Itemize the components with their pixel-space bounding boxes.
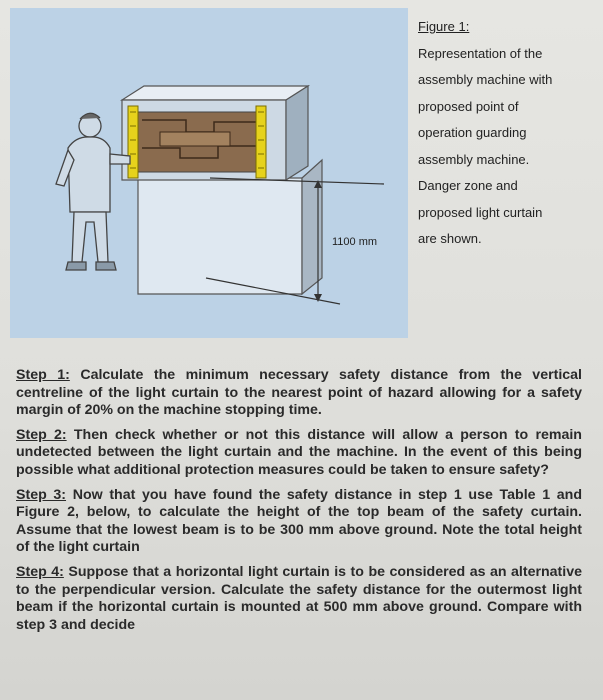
caption-line: Danger zone and xyxy=(418,178,518,193)
step-4 xyxy=(16,564,582,634)
dimension-label: 1100 mm xyxy=(332,236,378,248)
steps-list xyxy=(16,367,582,634)
light-curtain-right xyxy=(256,106,266,178)
step-text: Calculate the minimum necessary safety distance from the vertical centreline of the light curtain to the nearest point of hazard allowing for a safety margin of 20% on the machine stopping time. xyxy=(16,367,583,419)
step-label: Step 3: xyxy=(16,486,67,503)
caption-line: proposed point of xyxy=(418,98,519,114)
step-3 xyxy=(16,487,582,557)
figure-caption xyxy=(418,14,598,253)
caption-line: assembly machine with xyxy=(418,72,553,87)
step-text: Now that you have found the safety distance in step 1 use Table 1 and Figure 2, below, to calculate the height of the top beam of the safety curtain. Assume that the lowest beam is to be 300 mm above ground. Note the total height of the light curtain xyxy=(16,486,582,556)
light-curtain-left xyxy=(128,106,138,178)
step-label: Step 1: xyxy=(16,367,70,383)
machine-base xyxy=(138,178,302,294)
caption-line: operation guarding xyxy=(418,125,527,140)
step-text: Suppose that a horizontal light curtain is to be considered as an alternative to the perpendicular version. Calculate the safety distance for the outermost light beam if the horizontal curtain is mounted at 500 mm above ground. Compare with step 3 and decide xyxy=(16,563,583,633)
step-label: Step 2: xyxy=(16,426,67,443)
figure-illustration xyxy=(10,8,408,338)
figure-title: Figure 1: xyxy=(418,19,470,34)
caption-line: are shown. xyxy=(418,231,482,246)
machine-top xyxy=(122,86,308,100)
machine-base-side xyxy=(302,160,322,294)
caption-line: proposed light curtain xyxy=(418,204,543,220)
step-1 xyxy=(16,367,582,420)
caption-line: Representation of the xyxy=(418,45,543,61)
step-label: Step 4: xyxy=(16,563,64,580)
operator-figure xyxy=(56,113,130,270)
workpiece xyxy=(160,132,230,146)
step-2 xyxy=(16,427,582,480)
machine-head-side xyxy=(286,86,308,180)
caption-line: assembly machine. xyxy=(418,151,530,167)
machine-diagram xyxy=(10,8,408,338)
step-text: Then check whether or not this distance will allow a person to remain undetected between the light curtain and the machine. In the event of this being possible what additional protection measures could be taken to ensure safety? xyxy=(16,426,582,478)
